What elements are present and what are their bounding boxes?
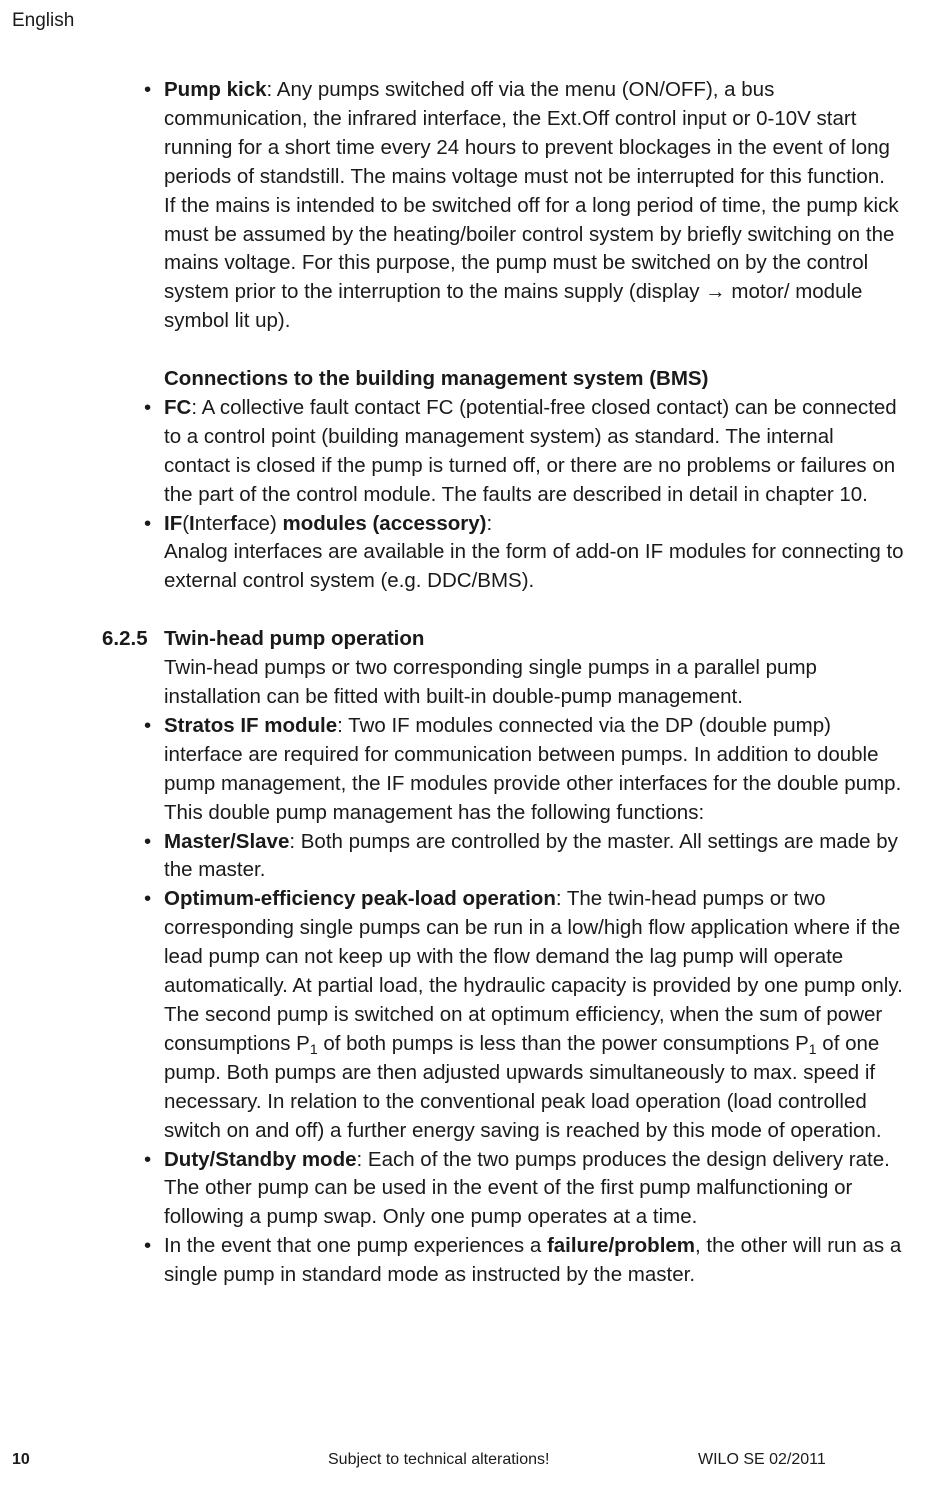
pump-kick-text: : Any pumps switched off via the menu (ON/OFF), a bus communication, the infrared interface, the Ext.Off control input or 0-10V start running for a short time every 24 hours to prevent blockages in the event of long periods of standstill. The mains voltage must not be interrupted for this function. <box>164 78 890 188</box>
term-optimum-efficiency: Optimum-efficiency peak-load operation <box>164 887 556 911</box>
bullet: • <box>144 395 152 419</box>
list-item-pump-kick <box>144 76 904 192</box>
term-if-modules: modules (accessory) <box>276 511 487 535</box>
pump-kick-continuation: If the mains is intended to be switched off for a long period of time, the pump kick must be assumed by the heating/boiler control system by briefly switching on the mains voltage. For this purpose, the pump must be switched on by the control system prior to the interruption to the mains supply (display → motor/ module symbol lit up). <box>164 193 899 333</box>
failure-post: , the other will run as a single pump in standard mode as instructed by the master. <box>164 1234 902 1287</box>
optimum-text-2: of both pumps is less than the power consumptions P <box>317 1031 809 1055</box>
bullet: • <box>144 1147 152 1171</box>
term-failure-problem: failure/problem <box>546 1234 696 1258</box>
duty-text: : Each of the two pumps produces the design delivery rate. The other pump can be used in the event of the first pump malfunctioning or following a pump swap. Only one pump operates at a time. <box>164 1147 890 1229</box>
if-letter-i: I <box>189 511 195 535</box>
master-text: : Both pumps are controlled by the master. All settings are made by the master. <box>164 829 898 882</box>
if-nter: nter <box>194 511 231 535</box>
bullet: • <box>144 78 152 101</box>
footer-note: Subject to technical alterations! <box>328 1451 550 1468</box>
header-language: English <box>12 10 75 31</box>
bullet: • <box>144 511 152 535</box>
optimum-text-1: : The twin-head pumps or two corresponding single pumps can be run in a low/high flow application where if the lead pump can not keep up with the flow demand the lag pump will operate automatically. At partial load, the hydraulic capacity is provided by one pump only. The second pump is switched on at optimum efficiency, when the sum of power consumptions P <box>164 887 903 1055</box>
term-if: IF <box>164 511 183 535</box>
footer-brand: WILO SE 02/2011 <box>698 1451 826 1468</box>
page-number: 10 <box>12 1451 30 1468</box>
optimum-text-3: of one pump. Both pumps are then adjusted upwards simultaneously to max. speed if necessary. In relation to the conventional peak load operation (load controlled switch on and off) a further energy saving is reached by this mode of operation. <box>164 1031 882 1142</box>
section-heading <box>102 625 904 654</box>
list-item-if-modules <box>144 510 904 539</box>
bms-heading <box>164 365 904 394</box>
list-item-duty-standby <box>144 1146 904 1233</box>
term-pump-kick: Pump kick <box>164 78 267 101</box>
term-fc: FC <box>164 395 192 419</box>
list-item-failure <box>144 1232 904 1290</box>
subscript-1: 1 <box>808 1040 817 1057</box>
if-ace: ace) <box>236 511 277 535</box>
subscript-1: 1 <box>309 1040 318 1057</box>
term-master-slave: Master/Slave <box>164 829 290 853</box>
term-stratos-if: Stratos IF module <box>164 713 338 737</box>
term-duty-standby: Duty/Standby mode <box>164 1147 357 1171</box>
if-modules-text: Analog interfaces are available in the form of add-on IF modules for connecting to external control system (e.g. DDC/BMS). <box>164 540 904 593</box>
document-body <box>102 76 904 1290</box>
if-colon: : <box>486 511 493 535</box>
stratos-text: : Two IF modules connected via the DP (double pump) interface are required for communication between pumps. In addition to double pump management, the IF modules provide other interfaces for the double pump. <box>164 713 902 795</box>
list-item-fc <box>144 394 904 510</box>
if-letter-f: f <box>230 511 237 535</box>
section-number: 6.2.5 <box>102 627 148 651</box>
functions-intro: This double pump management has the following functions: <box>164 800 705 824</box>
bullet: • <box>144 829 152 853</box>
list-item-optimum-efficiency <box>144 885 904 1145</box>
section-intro: Twin-head pumps or two corresponding single pumps in a parallel pump installation can be fitted with built-in double-pump management. <box>164 656 817 708</box>
if-paren-open: ( <box>182 511 190 535</box>
failure-pre: In the event that one pump experiences a <box>164 1234 547 1258</box>
bullet: • <box>144 887 152 911</box>
section-title: Twin-head pump operation <box>164 627 425 651</box>
fc-text: : A collective fault contact FC (potential-free closed contact) can be connected to a control point (building management system) as standard. The internal contact is closed if the pump is turned off, or there are no problems or failures on the part of the control module. The faults are described in detail in chapter 10. <box>164 395 897 506</box>
bms-heading-text: Connections to the building management system (BMS) <box>164 367 709 391</box>
list-item-master-slave <box>144 828 904 886</box>
bullet: • <box>144 1234 152 1258</box>
list-item-stratos-if <box>144 712 904 799</box>
bullet: • <box>144 713 152 737</box>
